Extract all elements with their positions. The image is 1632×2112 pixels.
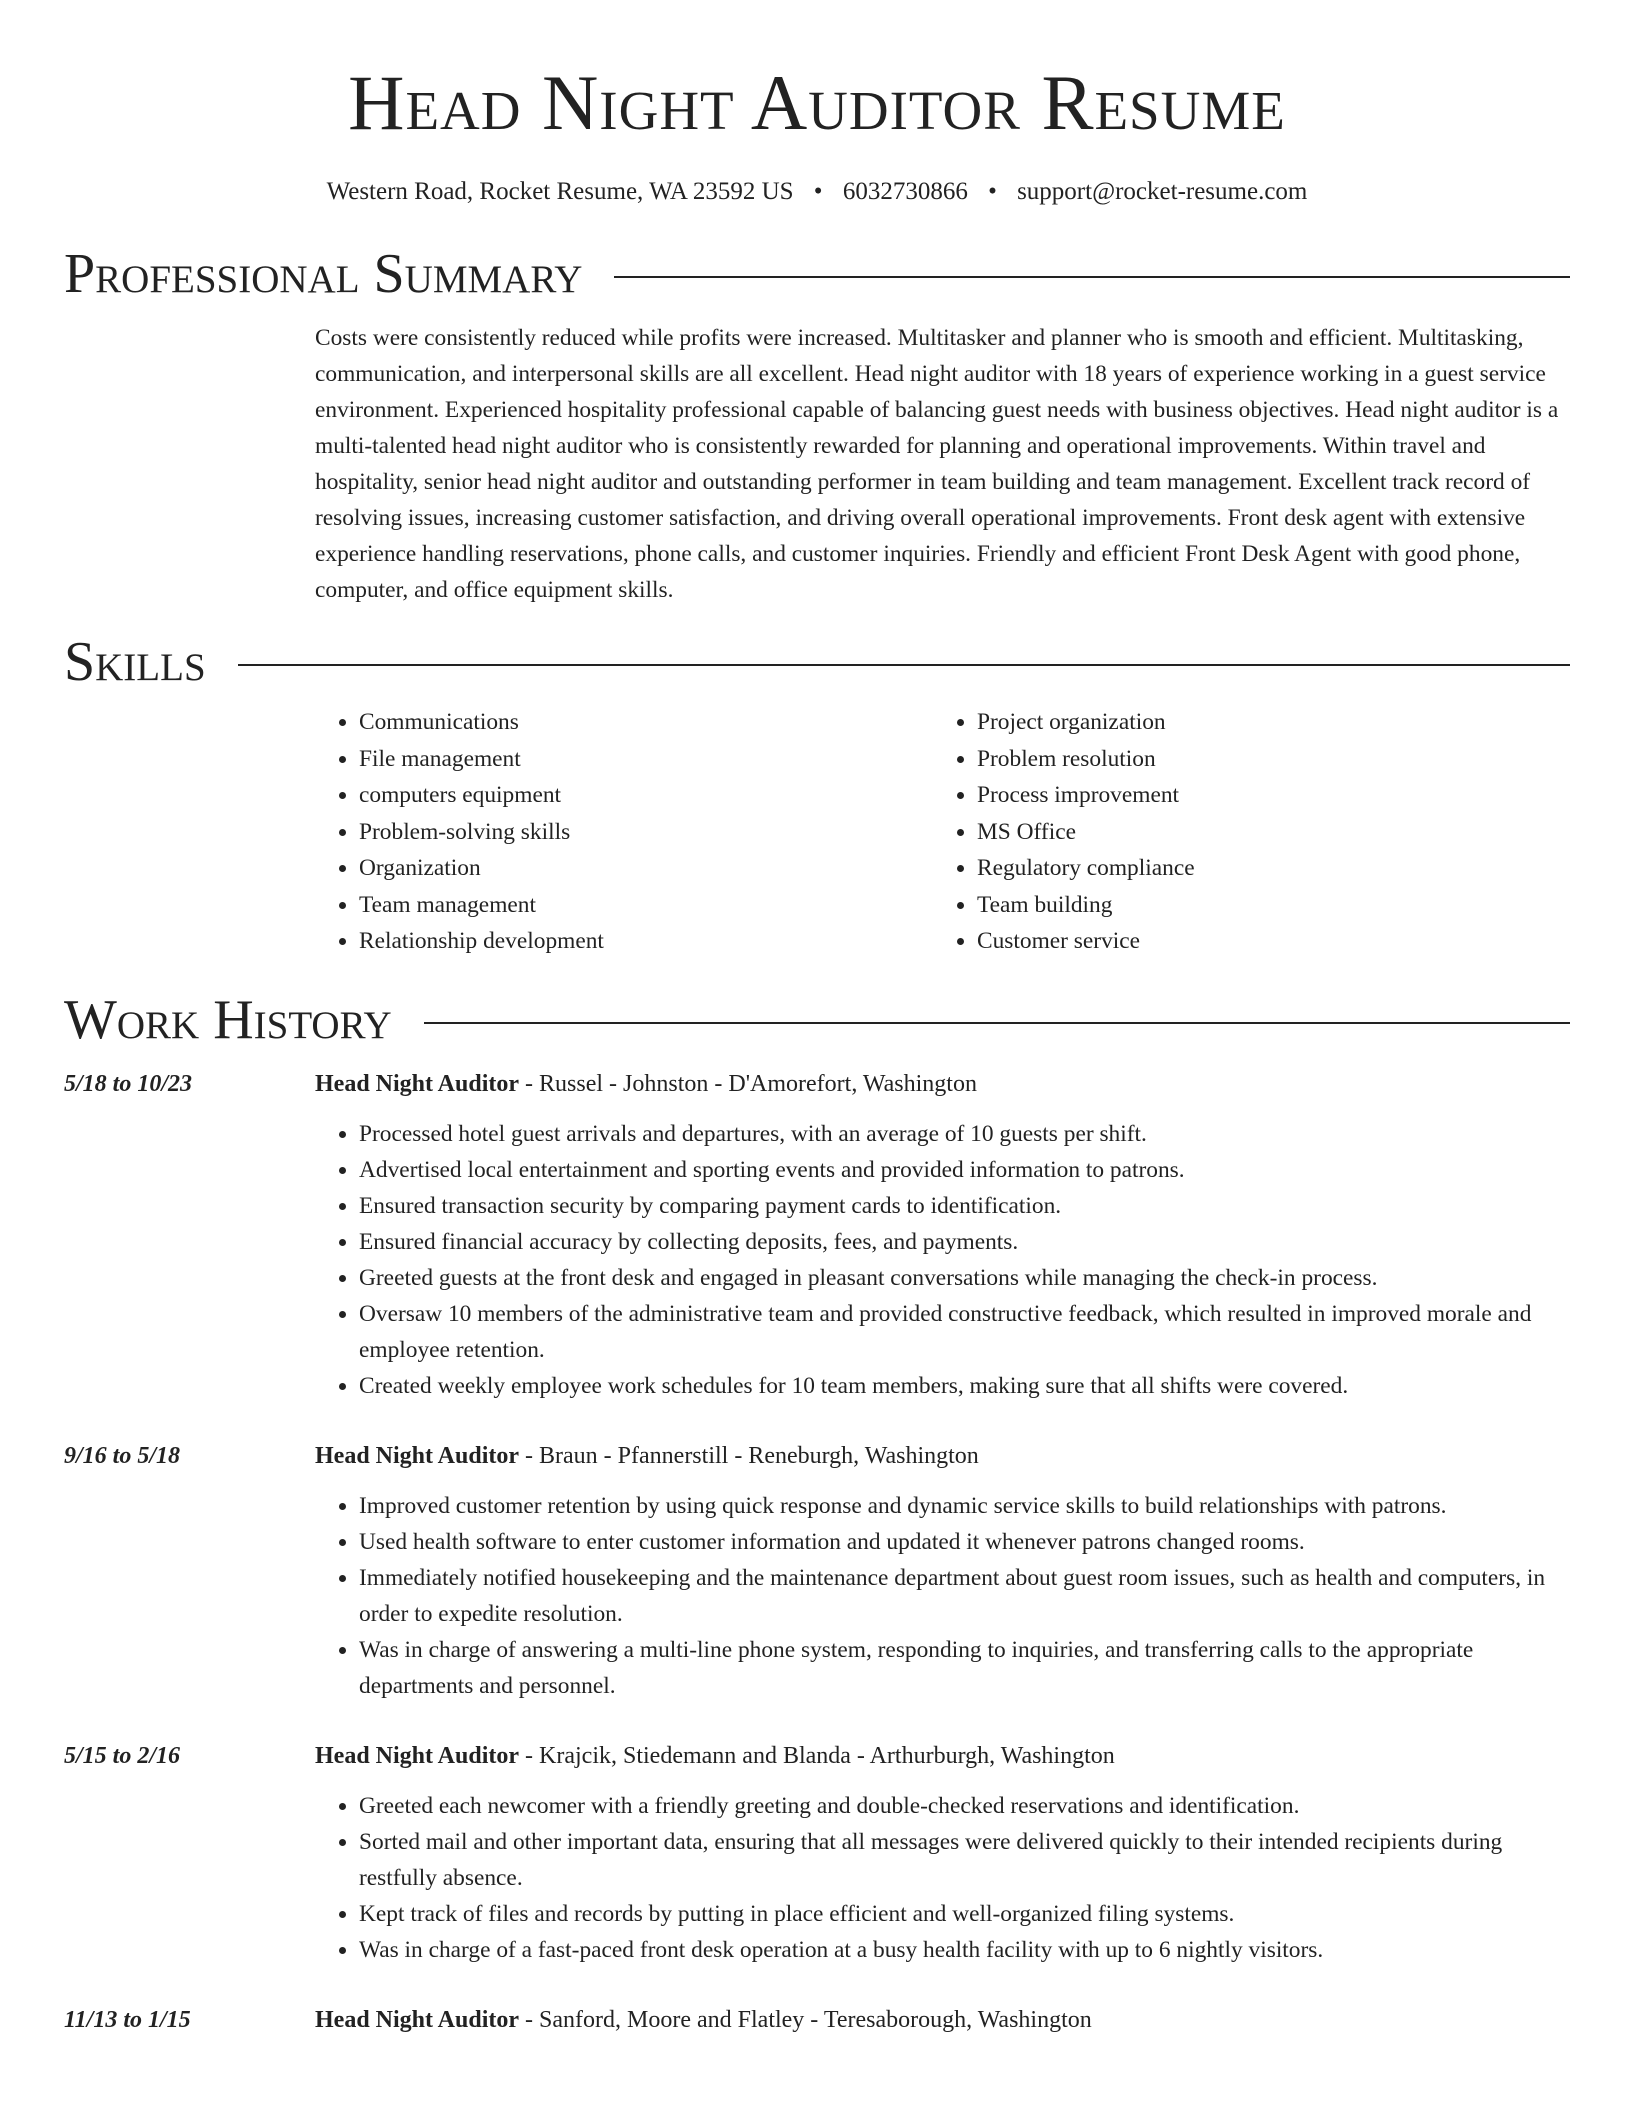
job-bullet: • Was in charge of answering a multi-line phone system, responding to inquiries, and transferring calls to the appropriate departments and personnel. — [359, 1632, 1570, 1704]
section-divider — [424, 1022, 1570, 1024]
skill-item: • Team management — [359, 887, 933, 924]
job-dates: 5/18 to 10/23 — [64, 1070, 193, 1097]
summary-section-header — [64, 242, 1570, 306]
job-title-line — [315, 2002, 1570, 2038]
phone: 6032730866 — [842, 178, 968, 205]
section-divider — [614, 276, 1570, 278]
job-entry — [64, 1438, 1570, 1704]
job-bullet: • Processed hotel guest arrivals and departures, with an average of 10 guests per shift. — [359, 1116, 1570, 1152]
section-divider — [238, 664, 1570, 666]
job-entry — [64, 2002, 1570, 2038]
job-title-line — [315, 1438, 1570, 1474]
resume-title: Head Night Auditor Resume — [348, 59, 1286, 146]
separator: • — [813, 178, 823, 205]
summary-text: Costs were consistently reduced while profits were increased. Multitasker and planner who is smooth and efficient. Multitasking, communication, and interpersonal skills are all excellent. Head night auditor with 18 years of experience working in a guest service environment. Experienced hospitality professional capable of balancing guest needs with business objectives. Head night auditor is a multi-talented head night auditor who is consistently rewarded for planning and operational improvements. Within travel and hospitality, senior head night auditor and outstanding performer in team building and team management. Excellent track record of resolving issues, increasing customer satisfaction, and driving overall operational improvements. Front desk agent with extensive experience handling reservations, phone calls, and customer inquiries. Friendly and efficient Front Desk Agent with good phone, computer, and office equipment skills. — [315, 325, 1559, 603]
job-body — [315, 1066, 1570, 1404]
job-dates: 9/16 to 5/18 — [64, 1442, 181, 1469]
job-bullet: • Oversaw 10 members of the administrative team and provided constructive feedback, which resulted in improved morale and employee retention. — [359, 1296, 1570, 1368]
section-heading-work: Work History — [64, 988, 392, 1051]
skill-item: • Process improvement — [977, 777, 1557, 814]
job-body — [315, 2002, 1570, 2038]
job-entry — [64, 1738, 1570, 1968]
section-heading-summary: Professional Summary — [64, 243, 583, 305]
email: support@rocket-resume.com — [1017, 178, 1308, 205]
job-bullet: • Ensured financial accuracy by collecting deposits, fees, and payments. — [359, 1224, 1570, 1260]
job-bullets — [315, 1488, 1570, 1704]
work-section-header — [64, 988, 1570, 1052]
job-dates: 11/13 to 1/15 — [64, 2006, 191, 2033]
job-bullet: • Immediately notified housekeeping and the maintenance department about guest room issues, such as health and computers, in order to expedite resolution. — [359, 1560, 1570, 1632]
job-bullet: • Was in charge of a fast-paced front desk operation at a busy health facility with up to 6 nightly visitors. — [359, 1932, 1570, 1968]
skill-item: • Team building — [977, 887, 1557, 924]
job-bullet: • Used health software to enter customer information and updated it whenever patrons changed rooms. — [359, 1524, 1570, 1560]
skill-item: • Project organization — [977, 704, 1557, 741]
job-title-line — [315, 1066, 1570, 1102]
job-bullet: • Advertised local entertainment and sporting events and provided information to patrons. — [359, 1152, 1570, 1188]
contact-line — [64, 176, 1570, 208]
job-employer: - Sanford, Moore and Flatley - Teresaborough, Washington — [519, 2006, 1092, 2033]
address: Western Road, Rocket Resume, WA 23592 US — [326, 178, 794, 205]
job-bullet: • Ensured transaction security by comparing payment cards to identification. — [359, 1188, 1570, 1224]
job-dates: 5/15 to 2/16 — [64, 1742, 181, 1769]
skill-item: • Relationship development — [359, 923, 933, 960]
job-bullet: • Greeted each newcomer with a friendly greeting and double-checked reservations and identification. — [359, 1788, 1570, 1824]
separator: • — [988, 178, 997, 205]
job-title: Head Night Auditor — [315, 1742, 520, 1769]
skills-column-right — [933, 704, 1557, 960]
skills-column-left — [315, 704, 933, 960]
skill-item: • Regulatory compliance — [977, 850, 1557, 887]
job-body — [315, 1438, 1570, 1704]
skills-list — [315, 704, 1570, 960]
resume-page — [64, 0, 1570, 2038]
job-title: Head Night Auditor — [315, 2006, 520, 2033]
skill-item: • Problem resolution — [977, 741, 1557, 778]
section-heading-skills: Skills — [64, 631, 206, 693]
job-employer: - Russel - Johnston - D'Amorefort, Washington — [519, 1070, 977, 1097]
skill-item: • Problem-solving skills — [359, 814, 933, 851]
job-bullet: • Sorted mail and other important data, ensuring that all messages were delivered quickly to their intended recipients during restfully absence. — [359, 1824, 1570, 1896]
job-employer: - Braun - Pfannerstill - Reneburgh, Washington — [519, 1442, 979, 1469]
job-bullets — [315, 1788, 1570, 1968]
skills-section-header — [64, 630, 1570, 694]
job-bullet: • Greeted guests at the front desk and engaged in pleasant conversations while managing the check-in process. — [359, 1260, 1570, 1296]
job-employer: - Krajcik, Stiedemann and Blanda - Arthurburgh, Washington — [519, 1742, 1115, 1769]
skill-item: • computers equipment — [359, 777, 933, 814]
job-title-line — [315, 1738, 1570, 1774]
job-title: Head Night Auditor — [315, 1070, 520, 1097]
skill-item: • Organization — [359, 850, 933, 887]
job-bullet: • Kept track of files and records by putting in place efficient and well-organized filing systems. — [359, 1896, 1570, 1932]
skill-item: • Communications — [359, 704, 933, 741]
job-body — [315, 1738, 1570, 1968]
job-title: Head Night Auditor — [315, 1442, 520, 1469]
skill-item: • Customer service — [977, 923, 1557, 960]
job-bullet: • Improved customer retention by using quick response and dynamic service skills to build relationships with patrons. — [359, 1488, 1570, 1524]
skill-item: • MS Office — [977, 814, 1557, 851]
job-bullets — [315, 1116, 1570, 1404]
job-entry — [64, 1066, 1570, 1404]
job-bullet: • Created weekly employee work schedules for 10 team members, making sure that all shifts were covered. — [359, 1368, 1570, 1404]
skill-item: • File management — [359, 741, 933, 778]
